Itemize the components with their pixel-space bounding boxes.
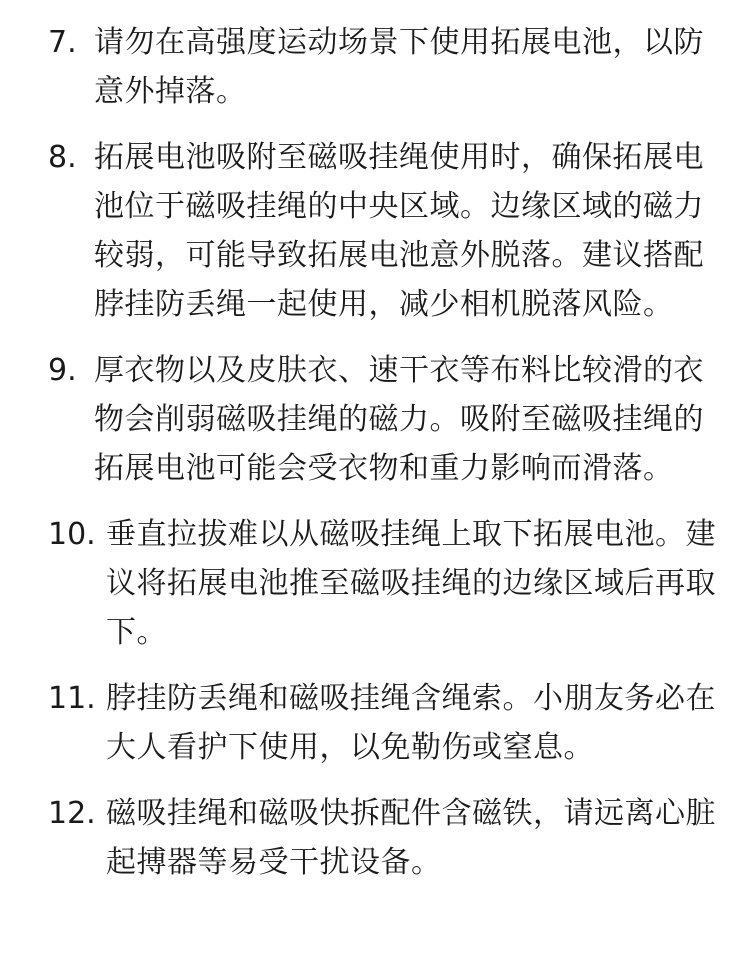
item-text: 磁吸挂绳和磁吸快拆配件含磁铁，请远离心脏起搏器等易受干扰设备。 xyxy=(106,796,716,880)
item-number: 11. xyxy=(48,681,96,716)
item-text: 垂直拉拔难以从磁吸挂绳上取下拓展电池。建议将拓展电池推至磁吸挂绳的边缘区域后再取下。 xyxy=(106,517,716,650)
list-item xyxy=(0,510,750,657)
list-item xyxy=(0,789,750,887)
item-number: 7. xyxy=(48,25,77,60)
item-text: 脖挂防丢绳和磁吸挂绳含绳索。小朋友务必在大人看护下使用，以免勒伤或窒息。 xyxy=(106,681,716,765)
item-number: 10. xyxy=(48,517,96,552)
list-item xyxy=(0,346,750,493)
safety-notice-list xyxy=(0,18,750,887)
item-text: 请勿在高强度运动场景下使用拓展电池，以防意外掉落。 xyxy=(94,25,704,109)
item-number: 8. xyxy=(48,140,77,175)
list-item xyxy=(0,133,750,329)
list-item xyxy=(0,674,750,772)
list-item xyxy=(0,18,750,116)
item-text: 厚衣物以及皮肤衣、速干衣等布料比较滑的衣物会削弱磁吸挂绳的磁力。吸附至磁吸挂绳的拓展电池可能会受衣物和重力影响而滑落。 xyxy=(94,353,704,486)
item-number: 9. xyxy=(48,353,77,388)
item-number: 12. xyxy=(48,796,96,831)
item-text: 拓展电池吸附至磁吸挂绳使用时，确保拓展电池位于磁吸挂绳的中央区域。边缘区域的磁力较弱，可能导致拓展电池意外脱落。建议搭配脖挂防丢绳一起使用，减少相机脱落风险。 xyxy=(94,140,704,322)
